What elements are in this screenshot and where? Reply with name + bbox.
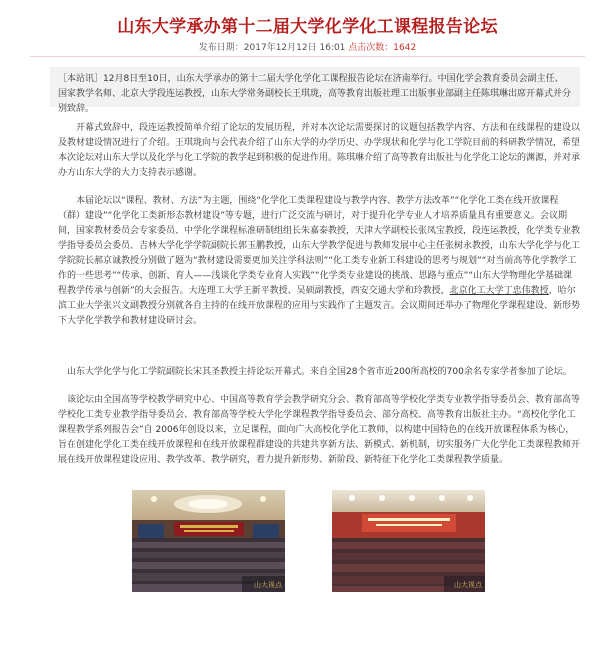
conference-photo-right bbox=[332, 490, 485, 592]
paragraph-1: 开幕式致辞中，段连运教授简单介绍了论坛的发展历程，并对本次论坛需要探讨的议题包括教学内容、方法和在线课程的建设以及教材建设情况进行了介绍。王琪珑向与会代表介绍了山东大学的办学历史、办学现状和化学与化工学院目前的科研教学情况，希望本次论坛对山东大学以及化学与化工学院的教学起到积极的促进作用。陈琪琳介绍了高等教育出版社与化学化工论坛的渊源，并对承办方山东大学的大力支持表示感谢。 bbox=[58, 123, 581, 178]
watermark: 山大视点 bbox=[454, 581, 482, 589]
conference-photo-left bbox=[132, 490, 285, 592]
paragraph-2 bbox=[58, 194, 580, 329]
title-divider bbox=[30, 56, 585, 57]
person-link[interactable]: 北京化工大学丁忠伟教授 bbox=[449, 286, 549, 296]
summary-box bbox=[50, 67, 580, 114]
paragraph-2-text-b: ，哈尔滨工业大学张兴文副教授分别就各自主持的在线开放课程的应用与实践作了主题发言。会议期间还举办了物理化学课程建设、新形势下大学化学教学和教材建设研讨会。 bbox=[58, 286, 581, 326]
summary-text: ［本站讯］12月8日至10日，山东大学承办的第十二届大学化学化工课程报告论坛在济南举行。中国化学会教育委员会副主任、国家教学名师、北京大学段连运教授，山东大学常务副校长王琪珑，高等教育出版社理工出版事业部副主任陈琪琳出席开幕式并分别致辞。 bbox=[58, 74, 572, 114]
article-title: 山东大学承办第十二届大学化学化工课程报告论坛 bbox=[117, 17, 498, 37]
publish-date: 发布日期：2017年12月12日 16:01 bbox=[198, 43, 349, 53]
paragraph-3: 山东大学化学与化工学院副院长宋其圣教授主持论坛开幕式。来自全国28个省市近200所高校的700余名专家学者参加了论坛。 bbox=[67, 367, 572, 377]
watermark: 山大视点 bbox=[254, 581, 282, 589]
hit-count: 1642 bbox=[393, 43, 417, 53]
paragraph-2-text-a: 本届论坛以“课程、教材、方法”为主题，围绕“化学化工类课程建设与教学内容、教学方法改革”“化学化工类在线开放课程（群）建设”“化学化工类新形态教材建设”等专题，进行广泛交流与研讨，对于提升化学专业人才培养质量具有重要意义。会议期间，国家教材委员会专家委员、中学化学课程标准研制组组长朱嘉泰教授，天津大学副校长张凤宝教授，段连运教授，化学类专业教学指导委员会委员、吉林大学化学学院副院长郭玉鹏教授，山东大学教学促进与教师发展中心主任张树永教授，山东大学化学与化工学院院长郝京诚教授分别做了题为“教材建设需要更加关注学科法则”“化工类专业新工科建设的思考与规划”“对当前高等化学教学工作的一些思考”“传承、创新、育人——浅谈化学类专业育人实践”“化学类专业建设的挑战、思路与重点”“山东大学物理化学基础课程教学传承与创新”的大会报告。大连理工大学王新平教授、吴硕副教授，西安交通大学和玲教授， bbox=[58, 196, 581, 296]
article-meta bbox=[0, 40, 615, 53]
hit-count-label: 点击次数： bbox=[348, 43, 394, 53]
paragraph-4: 该论坛由全国高等学校教学研究中心、中国高等教育学会教学研究分会、教育部高等学校化学类专业教学指导委员会、教育部高等学校化工类专业教学指导委员会、教育部高等学校大学化学课程教学指导委员会、部分高校、高等教育出版社主办。“高校化学化工课程教学系列报告会”自 2006年创设以来，立足课程，面向广大高校化学化工教师，以构建中国特色的在线开放课程体系为核心，旨在创建化学化工类在线开放课程和在线开放课程群建设的共建共享新方法、新模式、新机制，切实服务广大化学化工类课程教师开展在线开放课程建设应用、教学改革、教学研究，着力提升新形势、新阶段、新特征下化学化工类课程教学质量。 bbox=[58, 395, 581, 465]
